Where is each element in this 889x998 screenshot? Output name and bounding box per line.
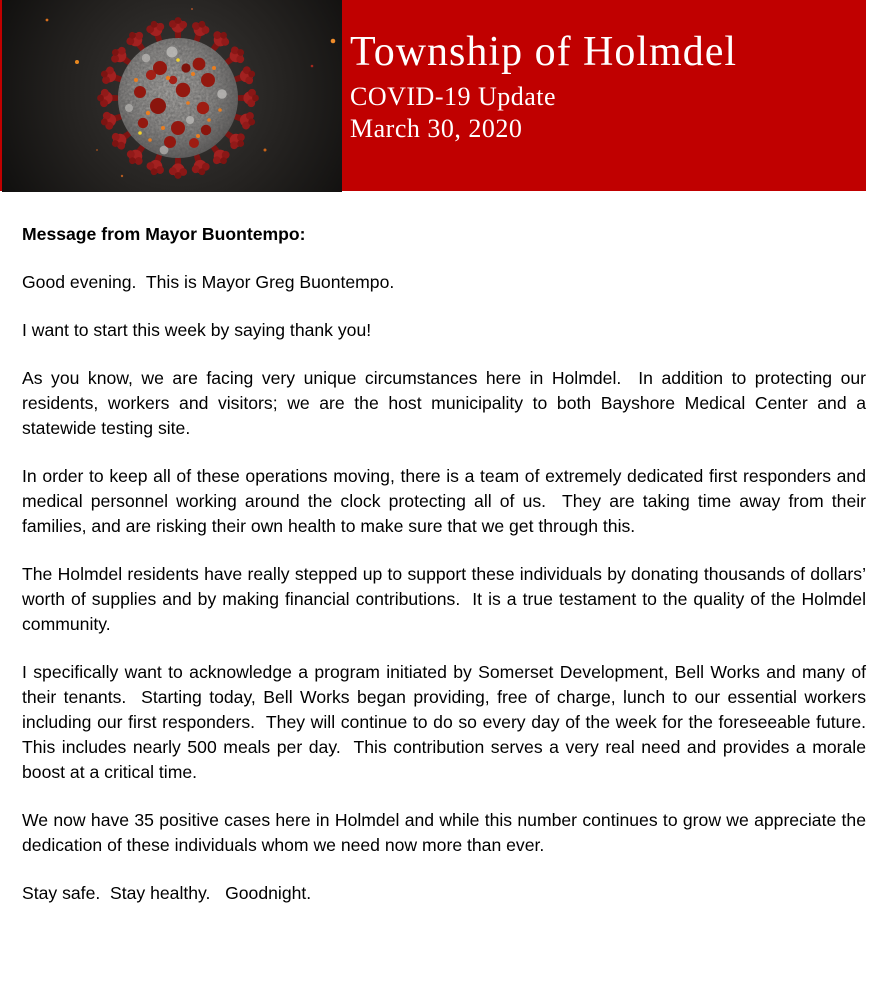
header-subtitle: COVID-19 Update (350, 82, 557, 111)
page-title: Township of Holmdel (350, 29, 738, 75)
paragraph-case-count: We now have 35 positive cases here in Holmdel and while this number continues to grow we appreciate the dedication of these individuals whom we need now more than ever. (22, 810, 871, 855)
paragraph-bell-works: I specifically want to acknowledge a program initiated by Somerset Development, Bell Works and many of their tenants. Starting today, Bell Works began providing, free of charge, lunch to our essential workers including our first responders. They will continue to do so every day of the week for the foreseeable future. This includes nearly 500 meals per day. This contribution serves a very real need and provides a morale boost at a critical time. (22, 662, 876, 782)
paragraph-greeting: Good evening. This is Mayor Greg Buontempo. (22, 272, 395, 292)
paragraph-residents-support: The Holmdel residents have really stepped up to support these individuals by donating thousands of dollars’ worth of supplies and by making financial contributions. It is a true testament to the quality of the Holmdel community. (22, 564, 871, 634)
message-heading: Message from Mayor Buontempo: (22, 224, 306, 244)
paragraph-thank-you: I want to start this week by saying thank you! (22, 320, 372, 340)
header (0, 0, 889, 192)
paragraph-circumstances: As you know, we are facing very unique circumstances here in Holmdel. In addition to protecting our residents, workers and visitors; we are the host municipality to both Bayshore Medical Center and a statewide testing site. (22, 368, 871, 438)
virus-particle (97, 17, 259, 179)
letter-body (0, 192, 889, 936)
coronavirus-image (2, 0, 342, 192)
spark-dot (46, 19, 49, 22)
header-date: March 30, 2020 (350, 114, 523, 143)
paragraph-first-responders: In order to keep all of these operations moving, there is a team of extremely dedicated first responders and medical personnel working around the clock protecting all of us. They are taking time away from their families, and are risking their own health to make sure that we get through this. (22, 466, 871, 536)
coronavirus-illustration-svg (2, 0, 342, 192)
paragraph-closing: Stay safe. Stay healthy. Goodnight. (22, 883, 312, 903)
